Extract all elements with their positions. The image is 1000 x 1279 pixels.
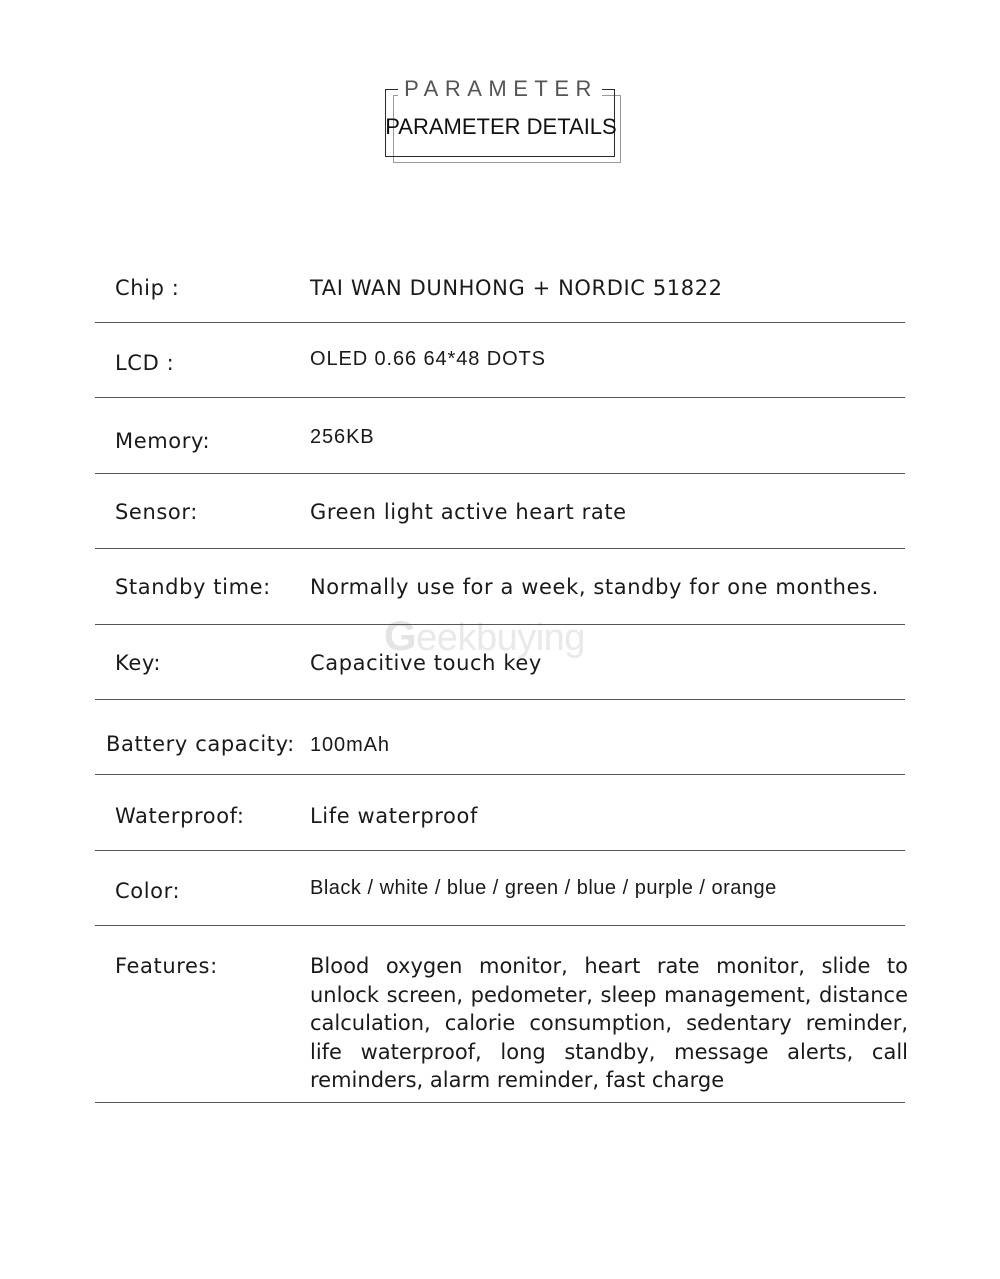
page-title: PARAMETER DETAILS (385, 114, 617, 139)
param-value: 100mAh (310, 734, 390, 756)
param-label: Standby time: (115, 575, 271, 599)
param-label: Memory: (115, 429, 211, 453)
row-divider (95, 322, 905, 323)
param-label: Sensor: (115, 500, 198, 524)
param-value: Normally use for a week, standby for one monthes. (310, 575, 879, 599)
param-label: Chip : (115, 276, 180, 300)
param-value: Life waterproof (310, 804, 478, 828)
param-label: LCD : (115, 351, 175, 375)
row-divider (95, 699, 905, 700)
param-value: OLED 0.66 64*48 DOTS (310, 348, 546, 370)
header-kicker: PARAMETER (404, 76, 598, 101)
row-divider (95, 774, 905, 775)
param-value: Blood oxygen monitor, heart rate monitor, slide to unlock screen, pedometer, sleep management, distance calculation, calorie consumption, sedentary reminder, life waterproof, long standby, message alerts, call reminders, alarm reminder, fast charge (310, 954, 908, 1092)
watermark-logo-g: G (384, 612, 417, 659)
row-divider (95, 397, 905, 398)
param-label: Features: (115, 954, 218, 978)
section-header (0, 0, 1000, 200)
row-divider (95, 850, 905, 851)
param-value: Capacitive touch key (310, 651, 542, 675)
param-value: TAI WAN DUNHONG + NORDIC 51822 (310, 276, 723, 300)
row-divider (95, 624, 905, 625)
param-value: Green light active heart rate (310, 500, 627, 524)
watermark-logo-text: eekbuying (416, 617, 585, 659)
param-label: Key: (115, 651, 162, 675)
row-divider (95, 548, 905, 549)
row-divider (95, 1102, 905, 1103)
row-divider (95, 925, 905, 926)
param-value: Black / white / blue / green / blue / purple / orange (310, 877, 777, 899)
param-label: Waterproof: (115, 804, 245, 828)
row-divider (95, 473, 905, 474)
param-label: Color: (115, 879, 181, 903)
param-label: Battery capacity: (106, 732, 295, 756)
param-value: 256KB (310, 426, 375, 448)
